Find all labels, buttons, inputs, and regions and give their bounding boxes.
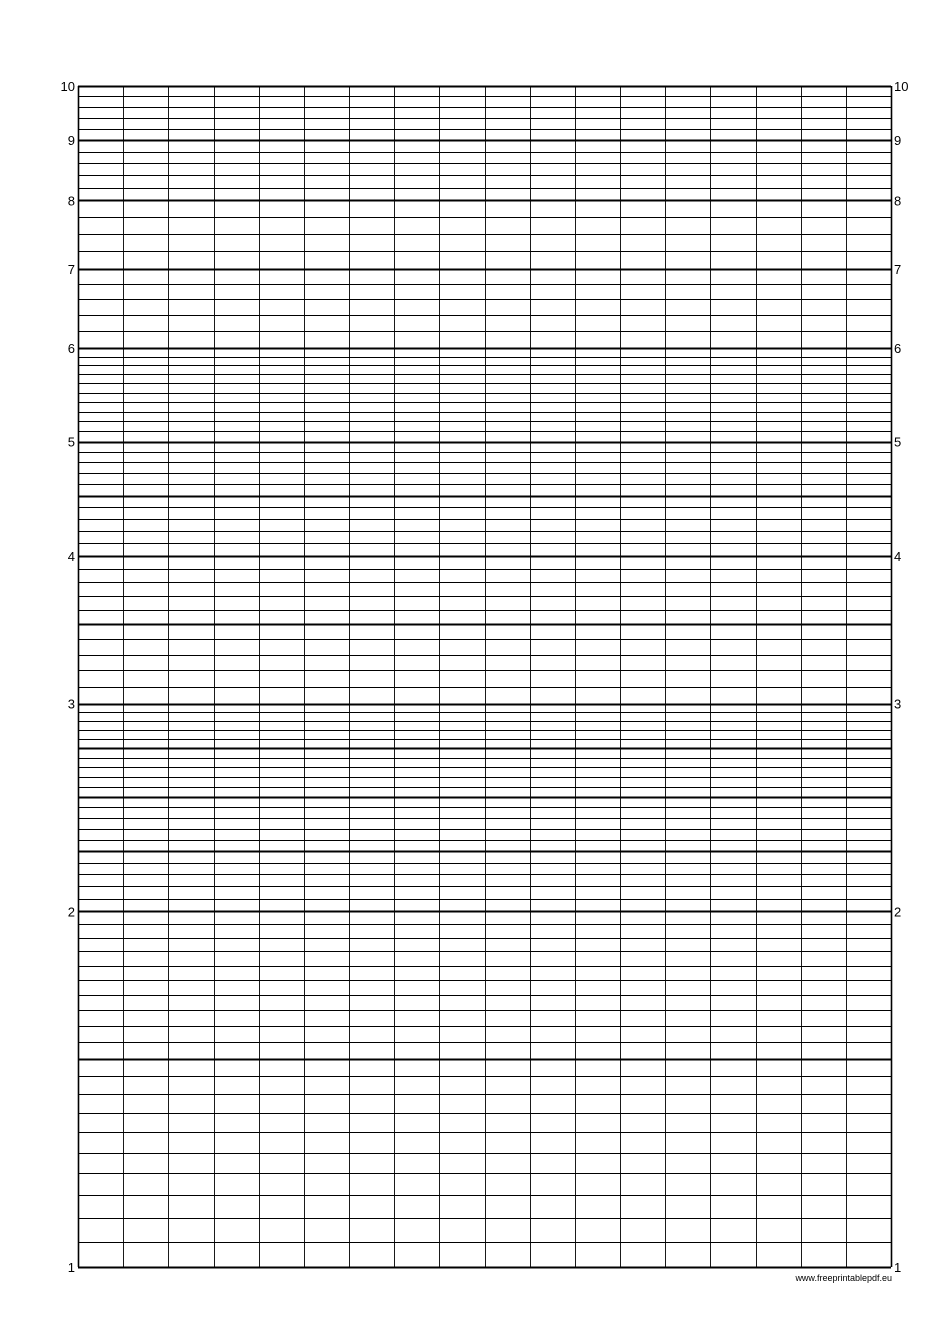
- right-axis-label: 9: [894, 133, 902, 149]
- left-axis-label: 7: [67, 261, 75, 277]
- right-axis-label: 7: [894, 261, 902, 277]
- left-axis-label: 5: [67, 434, 75, 450]
- right-axis-label: 6: [894, 341, 902, 357]
- left-axis-label: 3: [67, 696, 75, 712]
- right-axis-labels: [894, 79, 908, 1275]
- right-axis-label: 3: [894, 696, 902, 712]
- right-axis-label: 2: [894, 904, 902, 920]
- left-axis-labels: [61, 79, 75, 1275]
- left-axis-label: 1: [67, 1260, 75, 1275]
- right-axis-label: 8: [894, 193, 902, 209]
- right-axis-label: 1: [894, 1260, 902, 1275]
- website-credit[interactable]: www.freeprintablepdf.eu: [795, 1273, 892, 1283]
- minor-gridlines: [78, 97, 891, 1243]
- right-axis-label: 4: [894, 548, 902, 564]
- left-axis-label: 9: [67, 133, 75, 149]
- left-axis-label: 4: [67, 548, 75, 564]
- major-gridlines: [78, 87, 891, 1268]
- left-axis-label: 6: [67, 341, 75, 357]
- vertical-gridlines: [79, 86, 892, 1267]
- left-axis-label: 2: [67, 904, 75, 920]
- left-axis-label: 8: [67, 193, 75, 209]
- left-axis-label: 10: [60, 79, 75, 94]
- right-axis-label: 5: [894, 434, 902, 450]
- right-axis-label: 10: [894, 79, 909, 94]
